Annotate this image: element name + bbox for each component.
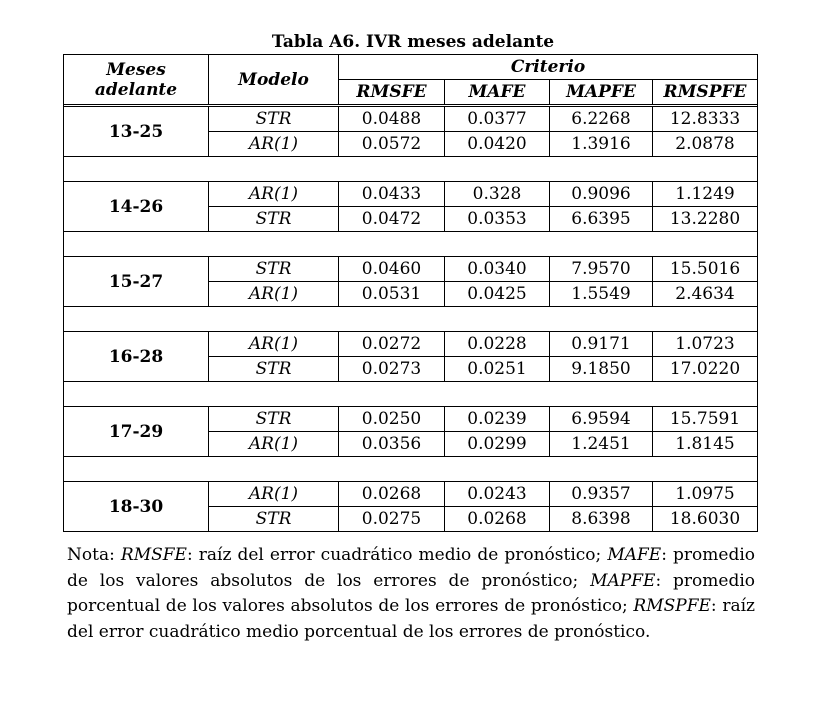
note-def-mapfe: : promedio porcentual de los valores absolutos de los errores de pronóstico; <box>67 570 755 616</box>
criterio-header: Criterio <box>339 55 758 80</box>
value-cell: 1.0975 <box>653 482 758 507</box>
note-term-mafe: MAFE <box>607 545 662 565</box>
value-cell: 1.2451 <box>550 432 653 457</box>
period-cell: 18-30 <box>64 482 209 532</box>
value-cell: 15.5016 <box>653 257 758 282</box>
model-cell: STR <box>209 407 339 432</box>
table-row <box>64 407 758 432</box>
value-cell: 0.0268 <box>339 482 445 507</box>
value-cell: 0.0268 <box>445 507 550 532</box>
value-cell: 6.9594 <box>550 407 653 432</box>
model-cell: STR <box>209 357 339 382</box>
model-cell: AR(1) <box>209 182 339 207</box>
value-cell: 0.0353 <box>445 207 550 232</box>
separator-row <box>64 382 758 407</box>
period-cell: 17-29 <box>64 407 209 457</box>
table-note <box>67 543 755 645</box>
modelo-header: Modelo <box>209 55 339 105</box>
value-cell: 6.6395 <box>550 207 653 232</box>
separator-row <box>64 232 758 257</box>
value-cell: 0.0340 <box>445 257 550 282</box>
table-row <box>64 332 758 357</box>
value-cell: 0.0420 <box>445 132 550 157</box>
value-cell: 8.6398 <box>550 507 653 532</box>
value-cell: 0.0251 <box>445 357 550 382</box>
value-cell: 0.0356 <box>339 432 445 457</box>
value-cell: 0.328 <box>445 182 550 207</box>
value-cell: 15.7591 <box>653 407 758 432</box>
value-cell: 0.0488 <box>339 107 445 132</box>
col-header-mafe: MAFE <box>445 80 550 105</box>
value-cell: 1.3916 <box>550 132 653 157</box>
value-cell: 0.0275 <box>339 507 445 532</box>
note-term-rmspfe: RMSPFE <box>633 596 711 616</box>
value-cell: 0.0460 <box>339 257 445 282</box>
meses-header-line2: adelante <box>94 79 178 100</box>
value-cell: 0.0272 <box>339 332 445 357</box>
col-header-rmsfe: RMSFE <box>339 80 445 105</box>
value-cell: 0.0299 <box>445 432 550 457</box>
separator-row <box>64 157 758 182</box>
note-def-rmsfe: : raíz del error cuadrático medio de pronóstico; <box>186 545 608 565</box>
model-cell: STR <box>209 507 339 532</box>
value-cell: 0.0433 <box>339 182 445 207</box>
period-cell: 14-26 <box>64 182 209 232</box>
model-cell: AR(1) <box>209 482 339 507</box>
value-cell: 0.0472 <box>339 207 445 232</box>
model-cell: AR(1) <box>209 132 339 157</box>
value-cell: 12.8333 <box>653 107 758 132</box>
table-row <box>64 257 758 282</box>
value-cell: 1.8145 <box>653 432 758 457</box>
value-cell: 9.1850 <box>550 357 653 382</box>
note-def-mafe: : promedio de los valores absolutos de los errores de pronóstico; <box>67 545 755 591</box>
value-cell: 0.0377 <box>445 107 550 132</box>
note-term-mapfe: MAPFE <box>590 570 656 591</box>
separator-row <box>64 457 758 482</box>
table-row <box>64 182 758 207</box>
value-cell: 1.5549 <box>550 282 653 307</box>
value-cell: 0.0572 <box>339 132 445 157</box>
value-cell: 13.2280 <box>653 207 758 232</box>
value-cell: 0.0228 <box>445 332 550 357</box>
period-cell: 15-27 <box>64 257 209 307</box>
model-cell: STR <box>209 107 339 132</box>
note-prefix: Nota: <box>67 545 121 565</box>
value-cell: 1.0723 <box>653 332 758 357</box>
value-cell: 18.6030 <box>653 507 758 532</box>
separator-row <box>64 307 758 332</box>
value-cell: 2.0878 <box>653 132 758 157</box>
results-table <box>63 54 758 532</box>
table-title: Tabla A6. IVR meses adelante <box>271 32 555 52</box>
col-header-rmspfe: RMSPFE <box>653 80 758 105</box>
model-cell: AR(1) <box>209 332 339 357</box>
model-cell: STR <box>209 207 339 232</box>
period-cell: 16-28 <box>64 332 209 382</box>
value-cell: 0.9096 <box>550 182 653 207</box>
value-cell: 0.0531 <box>339 282 445 307</box>
value-cell: 0.9171 <box>550 332 653 357</box>
value-cell: 0.0239 <box>445 407 550 432</box>
table-row <box>64 107 758 132</box>
value-cell: 0.9357 <box>550 482 653 507</box>
meses-header-line1: Meses <box>106 59 166 80</box>
value-cell: 2.4634 <box>653 282 758 307</box>
value-cell: 7.9570 <box>550 257 653 282</box>
table-row <box>64 482 758 507</box>
value-cell: 6.2268 <box>550 107 653 132</box>
period-cell: 13-25 <box>64 107 209 157</box>
value-cell: 0.0425 <box>445 282 550 307</box>
value-cell: 0.0273 <box>339 357 445 382</box>
meses-adelante-header <box>64 55 209 105</box>
model-cell: STR <box>209 257 339 282</box>
value-cell: 1.1249 <box>653 182 758 207</box>
model-cell: AR(1) <box>209 282 339 307</box>
note-term-rmsfe: RMSFE <box>120 545 187 565</box>
col-header-mapfe: MAPFE <box>550 80 653 105</box>
value-cell: 0.0243 <box>445 482 550 507</box>
value-cell: 17.0220 <box>653 357 758 382</box>
value-cell: 0.0250 <box>339 407 445 432</box>
model-cell: AR(1) <box>209 432 339 457</box>
note-def-rmspfe: : raíz del error cuadrático medio porcentual de los errores de pronóstico. <box>67 596 755 642</box>
